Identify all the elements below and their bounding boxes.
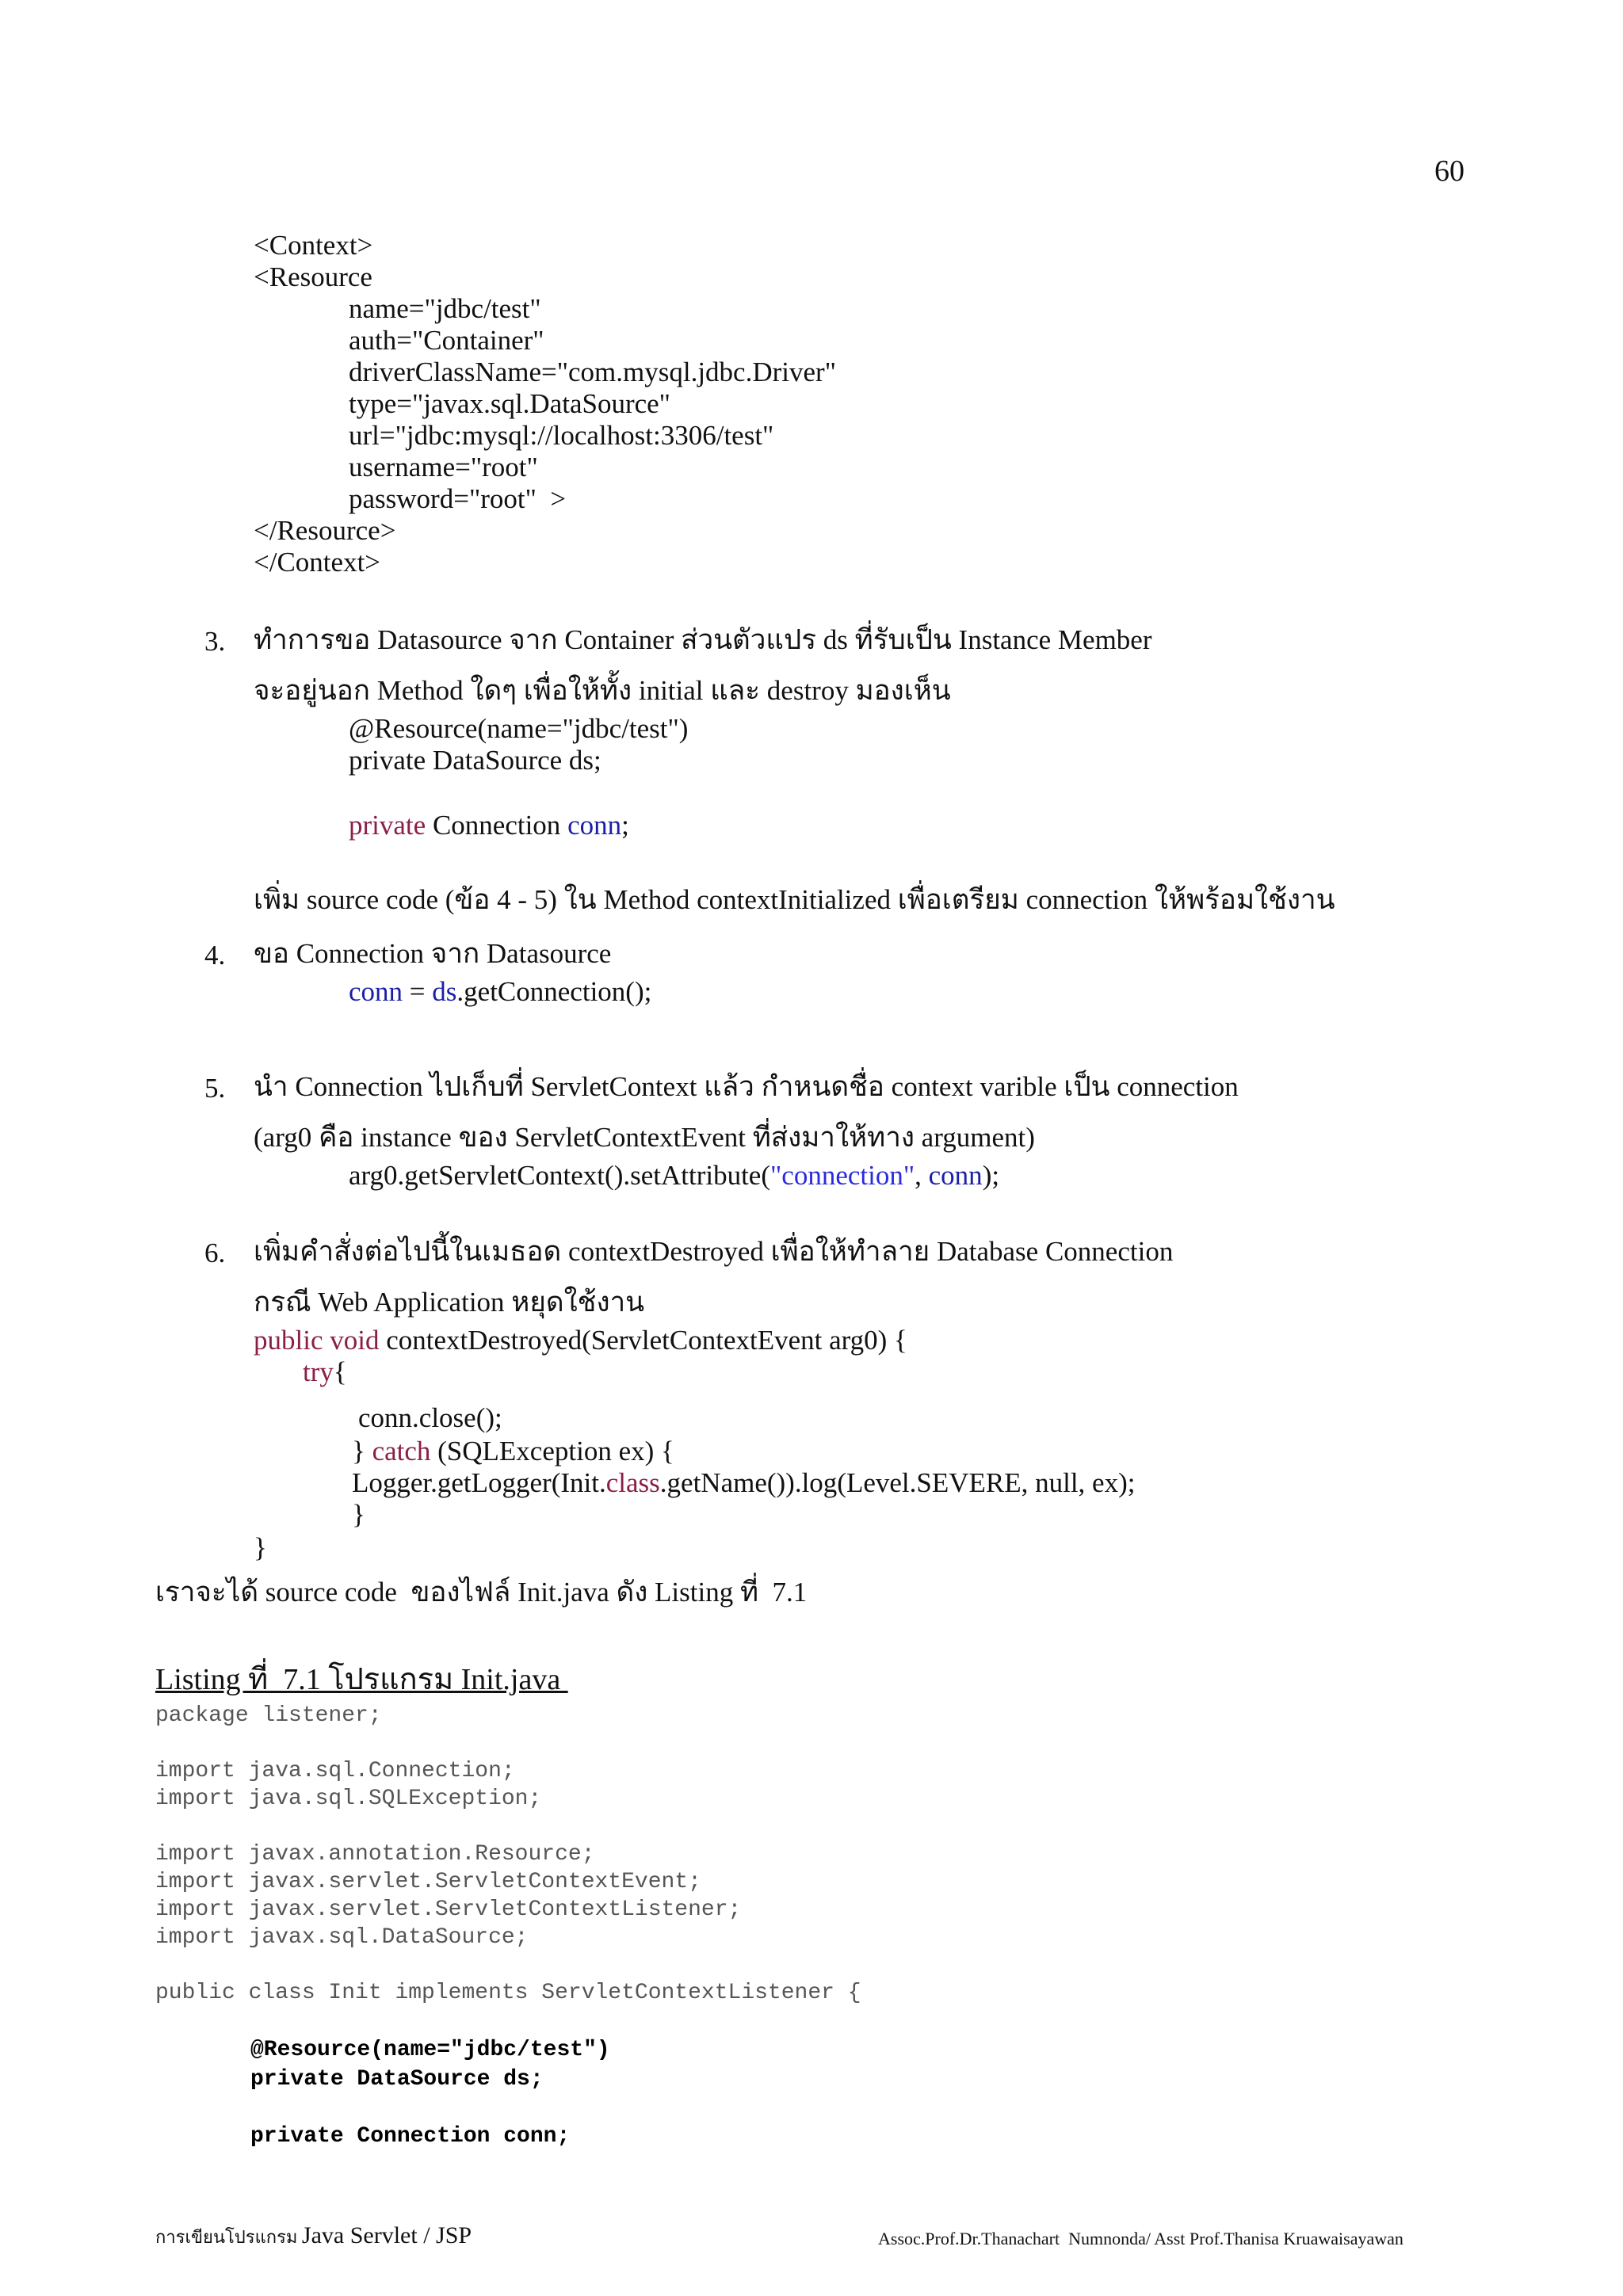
listing-package-line: package listener; [155,1703,382,1728]
footer-authors: Assoc.Prof.Dr.Thanachart Numnonda/ Asst Prof.Thanisa Kruawaisayawan [878,2229,1403,2248]
var-ds: ds [432,976,457,1007]
resource-attr-username: username="root" [349,452,538,482]
listing-connection-field: private Connection conn; [250,2124,571,2149]
method-call: .getConnection(); [456,976,652,1007]
method-signature: contextDestroyed(ServletContextEvent arg0) { [379,1325,907,1356]
step-6-code-close-call: conn.close(); [358,1402,502,1433]
string-connection: "connection" [770,1160,915,1191]
resource-close-tag: </Resource> [254,515,396,546]
footer-thai-label: การเขียนโปรแกรม [155,2227,302,2247]
keyword-class: class [605,1467,660,1498]
resource-attr-password: password="root" > [349,483,567,514]
var-conn: conn [349,976,403,1007]
code-start: arg0.getServletContext().setAttribute( [349,1160,770,1191]
semicolon: ; [621,810,629,841]
listing-class-declaration: public class Init implements ServletContextListener { [155,1981,861,2005]
listing-title: Listing ที่ 7.1 โปรแกรม Init.java [155,1663,568,1696]
listing-import-line: import javax.servlet.ServletContextListener; [155,1897,742,1922]
assign-op: = [403,976,433,1007]
listing-datasource-field: private DataSource ds; [250,2067,544,2092]
step-4-text: ขอ Connection จาก Datasource [254,938,612,969]
logger-rest: .getName()).log(Level.SEVERE, null, ex); [659,1467,1136,1498]
add-source-instruction: เพิ่ม source code (ข้อ 4 - 5) ใน Method contextInitialized เพื่อเตรียม connection ให้พร้อมใช้งาน [254,884,1335,915]
step-4-number: 4. [204,940,226,971]
step-6-code-close-method: } [254,1532,267,1563]
footer-course-title: Java Servlet / JSP [301,2222,472,2248]
step-6-code-logger [352,1467,1135,1499]
listing-import-line: import javax.servlet.ServletContextEvent; [155,1870,701,1894]
close-brace: } [352,1436,372,1466]
step-3-code-connection [349,810,629,841]
result-text: เราจะได้ source code ของไฟล์ Init.java ดัง Listing ที่ 7.1 [155,1577,808,1608]
listing-import-line: import javax.annotation.Resource; [155,1842,595,1867]
step-5-number: 5. [204,1073,226,1104]
code-end: ); [982,1160,1000,1191]
listing-resource-annotation: @Resource(name="jdbc/test") [250,2038,610,2062]
var-conn: conn [928,1160,983,1191]
step-6-text-line1: เพิ่มคำสั่งต่อไปนี้ในเมธอด contextDestroyed เพื่อให้ทำลาย Database Connection [254,1236,1174,1267]
keyword-try: try [303,1356,334,1387]
resource-attr-name: name="jdbc/test" [349,293,541,324]
catch-params: (SQLException ex) { [430,1436,674,1466]
step-6-code-method-sig [254,1325,907,1356]
comma: , [915,1160,929,1191]
keyword-public-void: public void [254,1325,380,1356]
step-5-text-line2: (arg0 คือ instance ของ ServletContextEvent ที่ส่งมาให้ทาง argument) [254,1122,1035,1153]
step-3-code-annotation: @Resource(name="jdbc/test") [349,713,689,744]
keyword-private: private [349,810,426,841]
footer-left [155,2218,472,2253]
step-6-code-close-catch: } [352,1499,365,1530]
step-3-text-line2: จะอยู่นอก Method ใดๆ เพื่อให้ทั้ง initial และ destroy มองเห็น [254,675,951,706]
listing-import-line: import javax.sql.DataSource; [155,1925,529,1950]
step-3-text-line1: ทำการขอ Datasource จาก Container ส่วนตัวแปร ds ที่รับเป็น Instance Member [254,624,1152,655]
resource-attr-url: url="jdbc:mysql://localhost:3306/test" [349,420,774,451]
context-open-tag: <Context> [254,230,373,261]
step-6-number: 6. [204,1238,226,1268]
type-connection: Connection [426,810,568,841]
var-conn: conn [567,810,622,841]
step-3-code-datasource: private DataSource ds; [349,745,601,776]
resource-attr-type: type="javax.sql.DataSource" [349,388,670,419]
step-3-number: 3. [204,626,226,657]
logger-start: Logger.getLogger(Init. [352,1467,606,1498]
step-5-code [349,1160,999,1192]
resource-attr-auth: auth="Container" [349,325,544,356]
keyword-catch: catch [372,1436,431,1466]
page-number: 60 [1434,154,1465,188]
resource-open-tag: <Resource [254,261,372,292]
step-4-code [349,976,651,1008]
step-6-text-line2: กรณี Web Application หยุดใช้งาน [254,1287,645,1318]
resource-attr-driver: driverClassName="com.mysql.jdbc.Driver" [349,357,836,387]
step-6-code-catch [352,1436,674,1467]
step-5-text-line1: นำ Connection ไปเก็บที่ ServletContext แล้ว กำหนดชื่อ context varible เป็น connection [254,1071,1239,1102]
listing-import-line: import java.sql.SQLException; [155,1787,542,1811]
context-close-tag: </Context> [254,547,381,578]
open-brace: { [333,1356,347,1387]
step-6-code-try [303,1356,347,1388]
listing-import-line: import java.sql.Connection; [155,1759,515,1783]
